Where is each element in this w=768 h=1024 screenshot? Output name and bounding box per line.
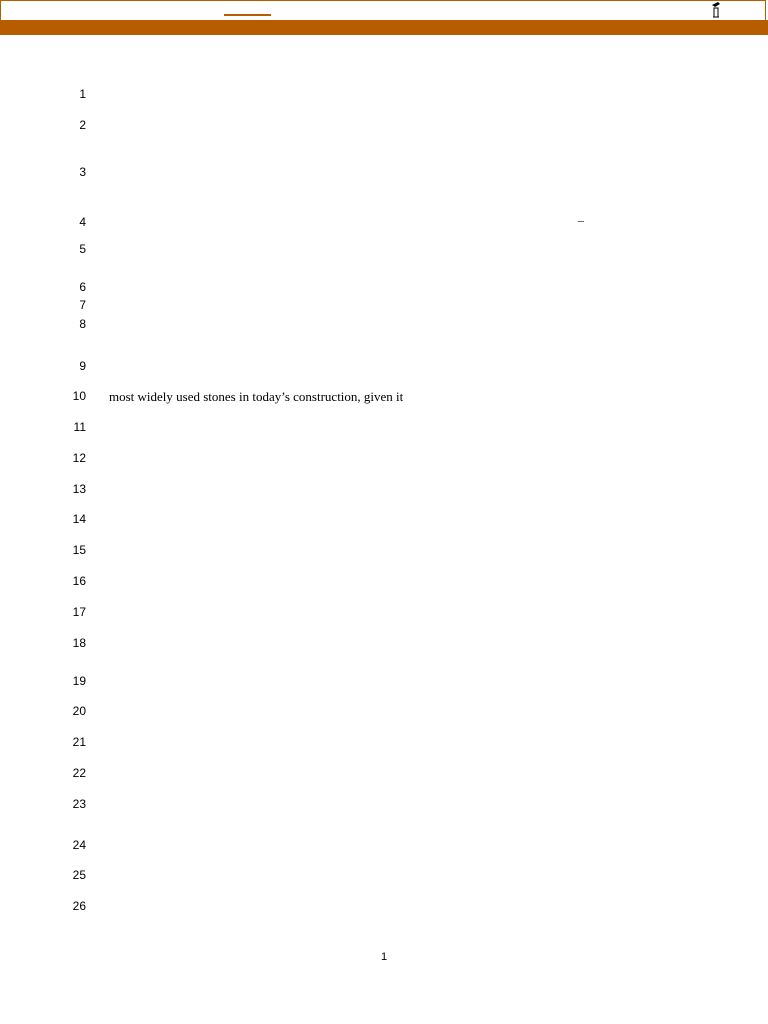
- line-number: 21: [72, 735, 86, 749]
- line-number: 24: [72, 838, 86, 852]
- line-number: 6: [79, 280, 86, 294]
- line-number: 19: [72, 674, 86, 688]
- header-band: [0, 20, 768, 35]
- body-text-line-10: most widely used stones in today’s construction, given it: [109, 389, 404, 404]
- logo-icon: [709, 1, 723, 19]
- line-number: 7: [79, 298, 86, 312]
- line-number: 4: [79, 215, 86, 229]
- header-link-underline: [224, 14, 271, 16]
- line-number: 13: [72, 482, 86, 496]
- line-number: 1: [79, 87, 86, 101]
- line-number: 16: [72, 574, 86, 588]
- journal-header: [0, 0, 766, 20]
- line-number: 12: [72, 451, 86, 465]
- line-number: 3: [79, 165, 86, 179]
- page-number: 1: [380, 951, 388, 963]
- en-dash: –: [578, 213, 584, 227]
- line-number: 5: [79, 242, 86, 256]
- line-number: 22: [72, 766, 86, 780]
- line-number: 15: [72, 543, 86, 557]
- line-number: 8: [79, 317, 86, 331]
- line-number: 23: [72, 797, 86, 811]
- line-number: 26: [72, 899, 86, 913]
- line-number: 2: [79, 118, 86, 132]
- line-number: 10: [72, 389, 86, 403]
- line-number: 14: [72, 512, 86, 526]
- line-number: 9: [79, 359, 86, 373]
- line-number: 25: [72, 868, 86, 882]
- line-number: 17: [72, 605, 86, 619]
- line-number: 11: [73, 420, 86, 434]
- line-number: 18: [72, 636, 86, 650]
- line-number: 20: [72, 704, 86, 718]
